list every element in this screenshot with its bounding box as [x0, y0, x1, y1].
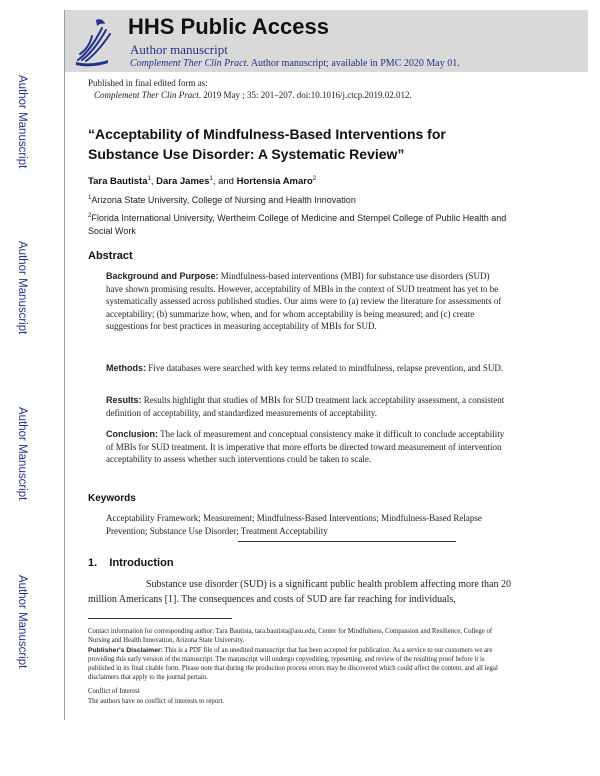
- hhs-eagle-logo-icon: [72, 14, 114, 68]
- abstract-section-text: Five databases were searched with key terms related to mindfulness, relapse prevention, and SUD.: [146, 363, 504, 373]
- side-label-author-manuscript: Author Manuscript: [16, 241, 28, 335]
- author-affiliation-marker: 1: [147, 176, 151, 182]
- citation-availability: . Author manuscript; available in PMC 2020 May 01.: [246, 58, 460, 69]
- side-label-author-manuscript: Author Manuscript: [16, 75, 28, 169]
- conflict-statement: The authors have no conflict of interests to report.: [88, 698, 225, 705]
- author-separator: , and: [212, 176, 237, 188]
- author-list: [88, 176, 316, 187]
- footnote-divider: [88, 618, 232, 619]
- affiliation: [88, 192, 518, 207]
- published-journal: Complement Ther Clin Pract: [94, 90, 199, 100]
- author-affiliation-marker: 1: [209, 176, 213, 182]
- conflict-heading: Conflict of Interest: [88, 688, 140, 695]
- author-name: Tara Bautista: [88, 176, 148, 188]
- abstract-section-label: Methods:: [106, 363, 146, 373]
- affiliation-text: Arizona State University, College of Nursing and Health Innovation: [91, 195, 356, 205]
- abstract-conclusion: [106, 428, 508, 466]
- affiliation: [88, 210, 518, 238]
- abstract-methods: [106, 362, 508, 375]
- abstract-section-text: Results highlight that studies of MBIs for SUD treatment lack acceptability assessment, a consistent definition of acceptability, and standardized measurements of acceptability.: [106, 395, 505, 418]
- header-citation: [130, 58, 460, 69]
- abstract-section-label: Conclusion:: [106, 429, 158, 439]
- author-name: Dara James: [156, 176, 210, 188]
- keywords-list: Acceptability Framework; Measurement; Mindfulness-Based Interventions; Mindfulness-Based Relapse Prevention; Substance Use Disorder; Treatment Acceptability: [106, 513, 482, 536]
- author-affiliation-marker: 2: [312, 176, 317, 182]
- published-details: . 2019 May ; 35: 201–207. doi:10.1016/j.ctcp.2019.02.012.: [198, 90, 412, 100]
- corresponding-author-note: Contact information for corresponding author: Tara Bautista, tara.bautista@asu.edu, Center for Mindfulness, Compassion and Resilience, College of Nursing and Health Innovation, Arizona State University.: [88, 628, 493, 644]
- abstract-background: [106, 270, 508, 333]
- side-label-author-manuscript: Author Manuscript: [16, 407, 28, 501]
- abstract-section-text: The lack of measurement and conceptual consistency make it difficult to conclude acceptability of MBIs for SUD treatment. It is imperative that more efforts be directed toward measurement of intervention acceptability to assess whether such interventions could be taken to scale.: [106, 429, 505, 464]
- published-note: Published in final edited form as:: [88, 78, 208, 88]
- side-label-author-manuscript: Author Manuscript: [16, 575, 28, 669]
- published-citation: [94, 90, 412, 100]
- affiliation-marker: 1: [88, 195, 92, 201]
- section-divider: [238, 541, 456, 542]
- abstract-heading: Abstract: [88, 250, 133, 262]
- disclaimer-text: This is a PDF file of an unedited manuscript that has been accepted for publication. As a service to our customers we are providing this early version of the manuscript. The manuscript will undergo copyediting, typesetting, and review of the resulting proof before it is published in its final citable form. Please note that during the production process errors may be discovered which could affect the content, and all legal disclaimers that apply to the journal pertain.: [88, 647, 498, 681]
- article-title: “Acceptability of Mindfulness-Based Interventions for Substance Use Disorder: A Systematic Review”: [88, 126, 446, 162]
- author-name: Hortensia Amaro: [236, 176, 313, 188]
- abstract-section-text: Mindfulness-based interventions (MBI) for substance use disorders (SUD) have shown promising results. However, acceptability of MBIs in the context of SUD treatment has yet to be systematically assessed across published studies. Our aims were to (a) review the literature for assessments of acceptability; (b) summarize how, when, and for whom acceptability is being measured; and (c) create suggestions for best practices in measuring acceptability of MBIs for SUD.: [106, 271, 502, 331]
- author-separator: ,: [150, 176, 157, 188]
- abstract-results: [106, 394, 508, 419]
- publisher-disclaimer: [88, 646, 512, 682]
- disclaimer-label: Publisher's Disclaimer:: [88, 647, 163, 654]
- left-border-rule: [64, 10, 65, 720]
- affiliation-text: Florida International University, Wertheim College of Medicine and Stempel College of Public Health and Social Work: [88, 213, 507, 236]
- citation-journal: Complement Ther Clin Pract: [130, 58, 247, 69]
- abstract-section-label: Results:: [106, 395, 142, 405]
- introduction-paragraph: Substance use disorder (SUD) is a significant public health problem affecting more than 20 million Americans [1]. The consequences and costs of SUD are far reaching for individuals,: [88, 579, 511, 605]
- abstract-section-label: Background and Purpose:: [106, 271, 219, 281]
- header-title: HHS Public Access: [128, 14, 329, 39]
- header-subtitle: Author manuscript: [130, 42, 228, 57]
- introduction-heading: 1. Introduction: [88, 557, 174, 569]
- affiliation-marker: 2: [88, 213, 92, 219]
- keywords-heading: Keywords: [88, 493, 136, 504]
